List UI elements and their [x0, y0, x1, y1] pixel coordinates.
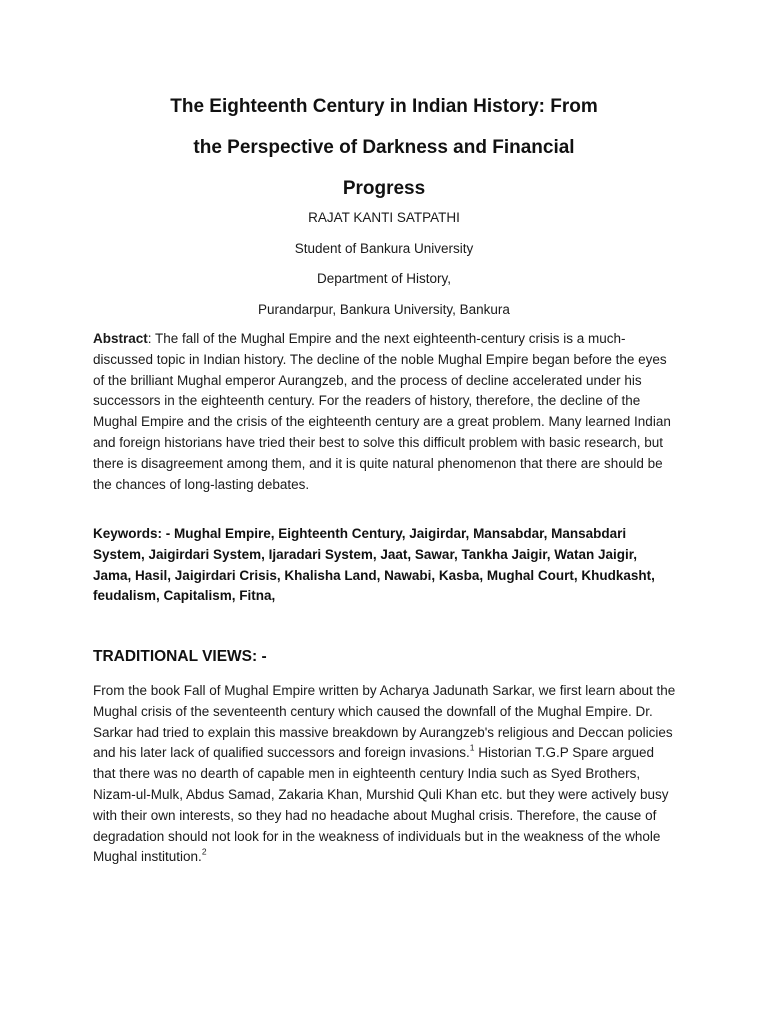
author-name: RAJAT KANTI SATPATHI: [308, 210, 460, 225]
paper-title: [93, 86, 675, 209]
section-heading: TRADITIONAL VIEWS: -: [93, 648, 267, 665]
footnote-marker-2[interactable]: 2: [201, 847, 207, 857]
author-block: [93, 207, 675, 329]
section-paragraph: [93, 681, 677, 868]
footnote-marker-1[interactable]: 1: [469, 743, 475, 754]
paper-title-line-3: Progress: [342, 178, 426, 199]
abstract-label: Abstract: [93, 331, 148, 346]
abstract-paragraph: [93, 329, 677, 495]
keywords-paragraph: Keywords: - Mughal Empire, Eighteenth Century, Jaigirdar, Mansabdar, Mansabdari System, Jaigirdari System, Ijaradari System, Jaat, Sawar, Tankha Jaigir, Watan Jaigir, Jama, Hasil, Jaigirdari Crisis, Khalisha Land, Nawabi, Kasba, Mughal Court, Khudkasht, feudalism, Capitalism, Fitna,: [93, 526, 655, 604]
section-paragraph-part-1: From the book Fall of Mughal Empire written by Acharya Jadunath Sarkar, we first learn about the Mughal crisis of the seventeenth century which caused the downfall of the Mughal Empire. Dr. Sarkar had tried to explain this massive breakdown by Aurangzeb's religious and Deccan policies and his later lack of qualified successors and foreign invasions.: [93, 683, 676, 761]
paper-title-line-1: The Eighteenth Century in Indian History: From: [170, 96, 598, 117]
author-affiliation-2: Department of History,: [316, 271, 452, 286]
paper-title-line-2: the Perspective of Darkness and Financial: [193, 137, 575, 158]
author-affiliation-1: Student of Bankura University: [294, 240, 474, 256]
section-paragraph-part-2: Historian T.G.P Spare argued that there was no dearth of capable men in eighteenth century India such as Syed Brothers, Nizam-ul-Mulk, Abdus Samad, Zakaria Khan, Murshid Quli Khan etc. but they were actively busy with their own interests, so they had no headache about Mughal crisis. Therefore, the cause of degradation should not look for in the weakness of individuals but in the weakness of the whole Mughal institution.: [93, 745, 669, 865]
abstract-text: : The fall of the Mughal Empire and the next eighteenth-century crisis is a much-discussed topic in Indian history. The decline of the noble Mughal Empire began before the eyes of the brilliant Mughal emperor Aurangzeb, and the process of decline accelerated under his successors in the eighteenth century. For the readers of history, therefore, the decline of the Mughal Empire and the crisis of the eighteenth century are a great problem. Many learned Indian and foreign historians have tried their best to solve this difficult problem with basic research, but there is disagreement among them, and it is quite natural phenomenon that there are should be the chances of long-lasting debates.: [93, 331, 671, 492]
author-affiliation-3: Purandarpur, Bankura University, Bankura: [258, 301, 510, 317]
